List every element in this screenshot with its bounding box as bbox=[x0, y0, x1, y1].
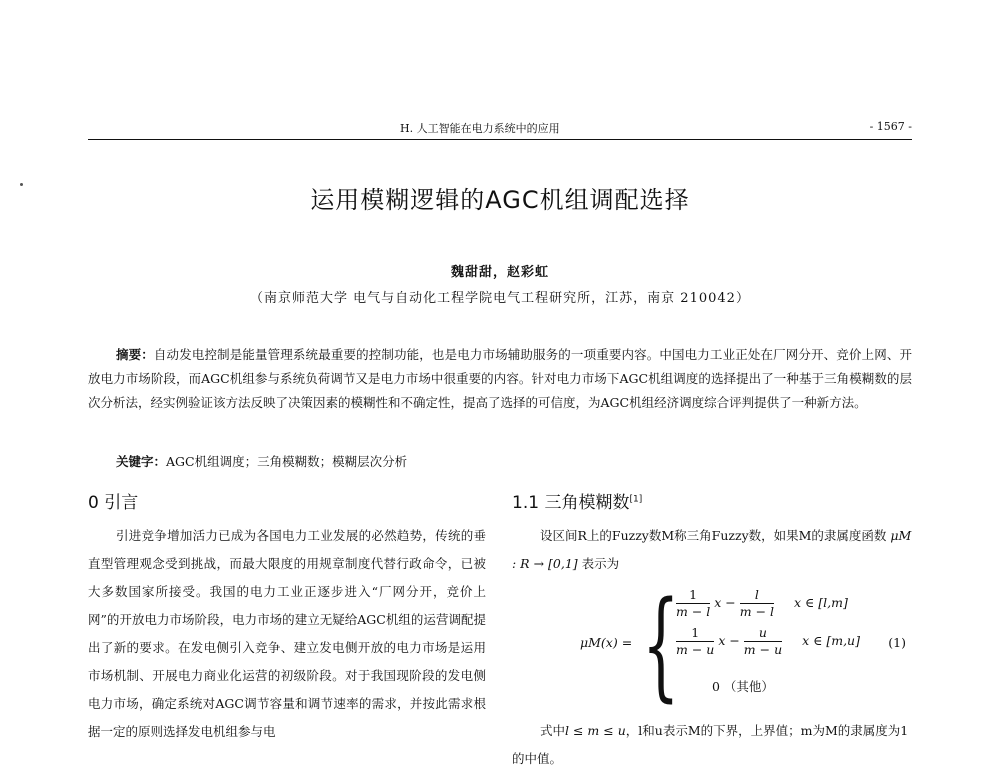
keywords-text: AGC机组调度；三角模糊数；模糊层次分析 bbox=[166, 454, 408, 469]
eq-r1-condition: x ∈ [l,m] bbox=[794, 595, 848, 610]
eq-r1-den2: m − l bbox=[739, 604, 775, 619]
eq-expl-pre: 式中 bbox=[540, 723, 566, 738]
fuzzy-definition-paragraph bbox=[512, 522, 912, 578]
eq-r2-condition: x ∈ [m,u] bbox=[802, 633, 860, 648]
running-header-section: H. 人工智能在电力系统中的应用 bbox=[400, 122, 560, 135]
affiliation: （南京师范大学 电气与自动化工程学院电气工程研究所，江苏，南京 210042） bbox=[250, 291, 750, 306]
membership-function: μM : R → [0,1] bbox=[512, 528, 912, 571]
equation-number: (1) bbox=[888, 635, 906, 650]
authors: 魏甜甜，赵彩虹 bbox=[450, 265, 549, 280]
page-number: - 1567 - bbox=[869, 120, 912, 133]
abstract bbox=[88, 343, 912, 415]
paper-title: 运用模糊逻辑的AGC机组调配选择 bbox=[310, 186, 690, 214]
equation-row-2 bbox=[676, 625, 860, 658]
eq-r2-num1: 1 bbox=[676, 625, 714, 642]
left-brace: { bbox=[642, 575, 680, 713]
section-1-1-heading bbox=[512, 488, 642, 513]
eq-r1-den1: m − l bbox=[676, 604, 711, 619]
equation-row-3: 0 （其他） bbox=[712, 679, 774, 694]
keywords bbox=[116, 452, 407, 470]
eq-r1-mid: x − bbox=[714, 595, 736, 610]
section-0-heading: 0 引言 bbox=[88, 493, 139, 513]
abstract-label: 摘要： bbox=[116, 347, 154, 362]
header-rule bbox=[88, 139, 912, 140]
citation-ref: [1] bbox=[629, 494, 643, 505]
equation-lhs: μM(x) = bbox=[580, 635, 633, 650]
intro-text: 引进竞争增加活力已成为各国电力工业发展的必然趋势，传统的垂直型管理观念受到挑战，而最大限度的用规章制度代替行政命令，已被大多数国家所接受。我国的电力工业正逐步进入“厂网分开，竞价上网”的开放电力市场阶段，电力市场的建立无疑给AGC机组的运营调配提出了新的要求。在发电侧引入竞争、建立发电侧开放的电力市场是运用市场机制、开展电力商业化运营的初级阶段。对于我国现阶段的发电侧电力市场，确定系统对AGC调节容量和调节速率的需求，并按此需求根据一定的原则选择发电机组参与电 bbox=[88, 528, 486, 739]
eq-r2-num2: u bbox=[744, 625, 782, 642]
eq-r1-num2: l bbox=[740, 587, 774, 604]
scan-speck bbox=[20, 183, 23, 186]
eq-r2-mid: x − bbox=[718, 633, 740, 648]
abstract-text: 自动发电控制是能量管理系统最重要的控制功能，也是电力市场辅助服务的一项重要内容。中国电力工业正处在厂网分开、竞价上网、开放电力市场阶段，而AGC机组参与系统负荷调节又是电力市场中很重要的内容。针对电力市场下AGC机组调度的选择提出了一种基于三角模糊数的层次分析法，经实例验证该方法反映了决策因素的模糊性和不确定性，提高了选择的可信度，为AGC机组经济调度综合评判提供了一种新方法。 bbox=[88, 347, 912, 410]
eq-r1-num1: 1 bbox=[676, 587, 710, 604]
eq-r2-den1: m − u bbox=[676, 642, 715, 657]
running-header bbox=[88, 120, 912, 140]
intro-paragraph bbox=[88, 522, 486, 746]
eq-expl-post: ，l和u表示M的下界，上界值；m为M的隶属度为1的中值。 bbox=[512, 723, 909, 766]
equation-row-1 bbox=[676, 587, 848, 620]
section-1-1-title: 1.1 三角模糊数 bbox=[512, 493, 630, 513]
equation-explanation bbox=[512, 717, 912, 773]
eq-expl-math: l ≤ m ≤ u bbox=[565, 723, 626, 738]
keywords-label: 关键字： bbox=[116, 454, 167, 469]
fuzzy-def-text: 设区间R上的Fuzzy数M称三角Fuzzy数，如果M的隶属度函数 bbox=[540, 528, 887, 543]
fuzzy-def-end: 表示为 bbox=[581, 556, 620, 571]
eq-r2-den2: m − u bbox=[743, 642, 783, 657]
equation-1 bbox=[580, 575, 912, 713]
